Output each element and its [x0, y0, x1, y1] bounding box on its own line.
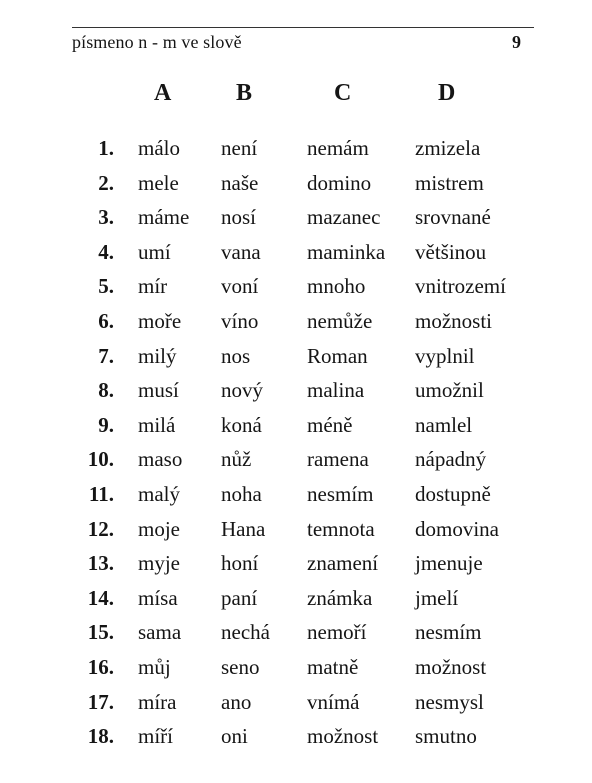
word-col-c: nemám	[307, 136, 369, 160]
table-row	[0, 136, 592, 170]
row-number: 9.	[98, 412, 114, 437]
word-col-a: máme	[138, 205, 190, 230]
word-col-d: možnost	[415, 655, 487, 679]
word-col-a: milá	[138, 412, 176, 437]
word-col-b: Hana	[221, 516, 266, 541]
column-header-b: B	[236, 80, 253, 106]
word-col-d: umožnil	[415, 378, 484, 403]
column-header-d: D	[438, 80, 456, 106]
table-row	[0, 655, 592, 689]
word-col-b: nový	[221, 378, 263, 403]
row-number: 15.	[87, 620, 114, 645]
row-number: 12.	[87, 516, 114, 541]
word-col-d: domovina	[415, 516, 499, 541]
word-col-c: malina	[307, 378, 365, 403]
word-col-a: umí	[138, 239, 171, 264]
table-row	[0, 517, 592, 551]
word-col-d: nápadný	[415, 447, 487, 472]
word-col-a: mele	[138, 170, 179, 195]
word-col-d: většinou	[415, 239, 487, 264]
row-number: 18.	[87, 724, 114, 749]
row-number: 6.	[98, 309, 114, 333]
word-col-d: vyplnil	[415, 343, 475, 368]
word-col-b: noha	[221, 482, 262, 506]
word-col-c: domino	[307, 170, 372, 195]
word-col-d: nesmysl	[415, 689, 484, 714]
word-col-b: víno	[221, 309, 259, 333]
row-number: 11.	[88, 482, 114, 506]
table-row	[0, 240, 592, 274]
word-col-b: nechá	[221, 620, 270, 645]
word-col-c: matně	[307, 655, 359, 679]
table-row	[0, 413, 592, 447]
row-number: 17.	[87, 689, 114, 714]
word-col-a: malý	[138, 482, 180, 506]
word-col-d: zmizela	[415, 136, 481, 160]
header-rule	[72, 27, 534, 28]
word-col-c: nemůže	[307, 309, 373, 333]
word-col-d: mistrem	[415, 170, 484, 195]
word-col-c: známka	[307, 585, 373, 610]
word-col-b: voní	[221, 274, 259, 299]
word-col-a: maso	[138, 447, 183, 472]
word-col-c: ramena	[307, 447, 369, 472]
word-col-d: srovnané	[415, 205, 491, 230]
table-row	[0, 724, 592, 758]
word-col-c: mnoho	[307, 274, 366, 299]
word-col-b: nůž	[221, 447, 252, 472]
word-col-c: nesmím	[307, 482, 374, 506]
word-col-c: znamení	[307, 551, 379, 576]
word-col-a: milý	[138, 343, 177, 368]
word-col-b: seno	[221, 655, 260, 679]
table-row	[0, 205, 592, 239]
table-row	[0, 690, 592, 724]
row-number: 3.	[98, 205, 114, 230]
table-row	[0, 447, 592, 481]
row-number: 8.	[98, 378, 114, 403]
row-number: 7.	[98, 343, 114, 368]
word-col-c: méně	[307, 412, 353, 437]
word-col-c: Roman	[307, 343, 368, 368]
row-number: 14.	[87, 585, 114, 610]
word-col-a: míří	[138, 724, 173, 749]
word-col-b: honí	[221, 551, 259, 576]
table-row	[0, 344, 592, 378]
word-col-b: není	[221, 136, 258, 160]
word-col-c: vnímá	[307, 689, 360, 714]
word-col-c: mazanec	[307, 205, 381, 230]
row-number: 16.	[87, 655, 114, 679]
word-col-a: můj	[138, 655, 171, 679]
word-col-a: sama	[138, 620, 182, 645]
word-col-d: jmelí	[415, 585, 459, 610]
table-row	[0, 309, 592, 343]
word-col-a: musí	[138, 378, 179, 403]
word-col-a: moje	[138, 516, 180, 541]
word-col-c: nemoří	[307, 620, 367, 645]
word-col-c: možnost	[307, 724, 379, 749]
word-col-a: mísa	[138, 585, 178, 610]
word-col-a: myje	[138, 551, 180, 576]
row-number: 2.	[98, 170, 114, 195]
word-col-b: koná	[221, 412, 262, 437]
word-col-c: temnota	[307, 516, 375, 541]
word-col-a: moře	[138, 309, 182, 333]
word-col-d: smutno	[415, 724, 477, 749]
row-number: 5.	[98, 274, 114, 299]
page-number: 9	[512, 32, 521, 52]
column-header-c: C	[334, 80, 352, 106]
word-col-b: nos	[221, 343, 251, 368]
column-header-a: A	[154, 80, 172, 106]
word-col-d: vnitrozemí	[415, 274, 506, 299]
table-row	[0, 551, 592, 585]
word-col-c: maminka	[307, 239, 386, 264]
word-col-a: míra	[138, 689, 177, 714]
word-col-a: málo	[138, 136, 180, 160]
word-col-b: paní	[221, 585, 258, 610]
word-col-d: jmenuje	[415, 551, 483, 576]
row-number: 13.	[87, 551, 114, 576]
table-row	[0, 620, 592, 654]
table-row	[0, 274, 592, 308]
word-col-b: nosí	[221, 205, 257, 230]
row-number: 1.	[98, 136, 114, 160]
table-row	[0, 378, 592, 412]
page-heading: písmeno n - m ve slově	[72, 32, 242, 52]
word-col-d: namlel	[415, 412, 473, 437]
word-col-b: vana	[221, 239, 261, 264]
word-col-a: mír	[138, 274, 168, 299]
word-col-d: nesmím	[415, 620, 482, 645]
word-col-d: možnosti	[415, 309, 492, 333]
table-row	[0, 171, 592, 205]
table-row	[0, 482, 592, 516]
word-col-b: ano	[221, 689, 252, 714]
word-col-b: oni	[221, 724, 248, 749]
row-number: 4.	[98, 239, 114, 264]
word-col-d: dostupně	[415, 482, 491, 506]
table-row	[0, 586, 592, 620]
word-col-b: naše	[221, 170, 259, 195]
row-number: 10.	[87, 447, 114, 472]
